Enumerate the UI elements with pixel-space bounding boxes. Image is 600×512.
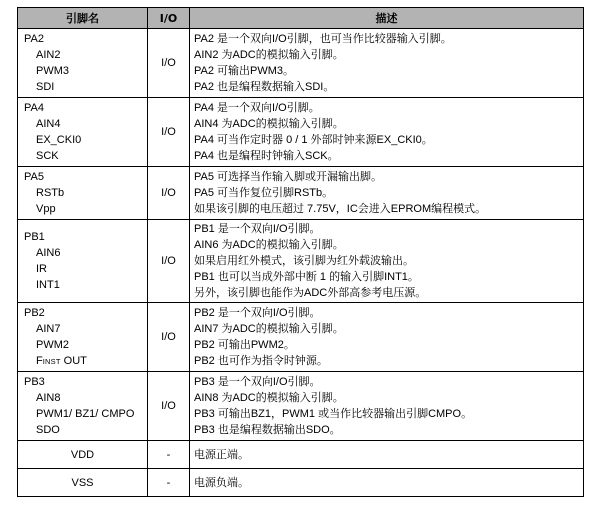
desc-line: AIN4 为ADC的模拟输入引脚。 — [194, 118, 344, 130]
desc-line: PA4 可当作定时器 0 / 1 外部时钟来源EX_CKI0。 — [194, 134, 433, 146]
desc-cell — [190, 98, 584, 167]
io-cell: I/O — [148, 220, 190, 303]
pin-function: SDO — [36, 424, 60, 436]
io-cell: I/O — [148, 29, 190, 98]
pin-function: AIN2 — [36, 49, 61, 61]
desc-line: PA4 是一个双向I/O引脚。 — [194, 102, 320, 114]
pin-description-table — [17, 7, 584, 497]
desc-line: PB1 也可以当成外部中断 1 的输入引脚INT1。 — [194, 271, 419, 283]
desc-line: PA5 可当作复位引脚RSTb。 — [194, 187, 334, 199]
finst-subscript: INST — [42, 357, 61, 366]
desc-line: AIN8 为ADC的模拟输入引脚。 — [194, 392, 344, 404]
desc-line: PA2 可输出PWM3。 — [194, 65, 295, 77]
pin-function: AIN4 — [36, 118, 61, 130]
finst-f: F — [36, 355, 43, 367]
finst-out: OUT — [60, 355, 87, 367]
pin-function-finst — [24, 353, 147, 369]
desc-line: PB3 是一个双向I/O引脚。 — [194, 376, 321, 388]
pin-function: PWM3 — [36, 65, 69, 77]
desc-line: PB1 是一个双向I/O引脚。 — [194, 223, 321, 235]
header-io: I/O — [148, 8, 190, 29]
desc-line: 电源负端。 — [194, 476, 249, 489]
pin-function: RSTb — [36, 187, 65, 199]
pin-name: PA2 — [24, 33, 44, 45]
io-cell: I/O — [148, 98, 190, 167]
desc-line: AIN7 为ADC的模拟输入引脚。 — [194, 323, 344, 335]
desc-cell — [190, 469, 584, 497]
desc-line: PA2 也是编程数据输入SDI。 — [194, 81, 335, 93]
pin-function: AIN6 — [36, 247, 61, 259]
pin-name: PA4 — [24, 102, 44, 114]
pin-function: EX_CKI0 — [36, 134, 82, 146]
table-row — [18, 441, 584, 469]
desc-line: PB2 也可作为指令时钟源。 — [194, 355, 328, 367]
pin-cell — [18, 98, 148, 167]
io-cell: I/O — [148, 372, 190, 441]
pin-function: Vpp — [36, 203, 56, 215]
pin-function: IR — [36, 263, 47, 275]
table-header-row — [18, 8, 584, 29]
desc-cell — [190, 29, 584, 98]
pin-function: SDI — [36, 81, 55, 93]
io-cell: I/O — [148, 167, 190, 220]
desc-line: PB3 可输出BZ1，PWM1 或当作比较器输出引脚CMPO。 — [194, 408, 473, 420]
pin-cell: VDD — [18, 441, 148, 469]
table-row — [18, 220, 584, 303]
desc-line: PB3 也是编程数据输出SDO。 — [194, 424, 341, 436]
pin-cell: VSS — [18, 469, 148, 497]
desc-line: PA5 可选择当作输入脚或开漏输出脚。 — [194, 171, 383, 183]
pin-cell — [18, 372, 148, 441]
pin-function: INT1 — [36, 279, 60, 291]
table-row — [18, 372, 584, 441]
desc-line: 如果启用红外模式，该引脚为红外载波输出。 — [194, 255, 414, 267]
pin-function: PWM2 — [36, 339, 69, 351]
desc-cell — [190, 372, 584, 441]
desc-line: AIN2 为ADC的模拟输入引脚。 — [194, 49, 344, 61]
pin-function: PWM1/ BZ1/ CMPO — [36, 408, 135, 420]
io-cell: - — [148, 469, 190, 497]
desc-line: AIN6 为ADC的模拟输入引脚。 — [194, 239, 344, 251]
header-pin: 引脚名 — [18, 8, 148, 29]
desc-line: PA2 是一个双向I/O引脚，也可当作比较器输入引脚。 — [194, 33, 452, 45]
desc-line: PB2 是一个双向I/O引脚。 — [194, 307, 321, 319]
desc-line: PB2 可输出PWM2。 — [194, 339, 295, 351]
desc-line: 如果该引脚的电压超过 7.75V，IC会进入EPROM编程模式。 — [194, 203, 487, 215]
pin-cell — [18, 167, 148, 220]
header-desc: 描述 — [190, 8, 584, 29]
pin-cell — [18, 29, 148, 98]
pin-name: PB3 — [24, 376, 45, 388]
pin-description-table-container — [17, 7, 583, 497]
table-row — [18, 29, 584, 98]
pin-function: AIN7 — [36, 323, 61, 335]
io-cell: - — [148, 441, 190, 469]
desc-cell — [190, 167, 584, 220]
desc-line: 电源正端。 — [194, 448, 249, 461]
table-row — [18, 98, 584, 167]
desc-cell — [190, 303, 584, 372]
pin-name: PB2 — [24, 307, 45, 319]
desc-line: PA4 也是编程时钟输入SCK。 — [194, 150, 339, 162]
desc-line: 另外，该引脚也能作为ADC外部高参考电压源。 — [194, 287, 427, 299]
io-cell: I/O — [148, 303, 190, 372]
pin-cell — [18, 303, 148, 372]
table-row — [18, 167, 584, 220]
pin-function: AIN8 — [36, 392, 61, 404]
desc-cell — [190, 441, 584, 469]
pin-function: SCK — [36, 150, 59, 162]
pin-cell — [18, 220, 148, 303]
table-row — [18, 469, 584, 497]
pin-name: PB1 — [24, 231, 45, 243]
desc-cell — [190, 220, 584, 303]
table-row — [18, 303, 584, 372]
pin-name: PA5 — [24, 171, 44, 183]
